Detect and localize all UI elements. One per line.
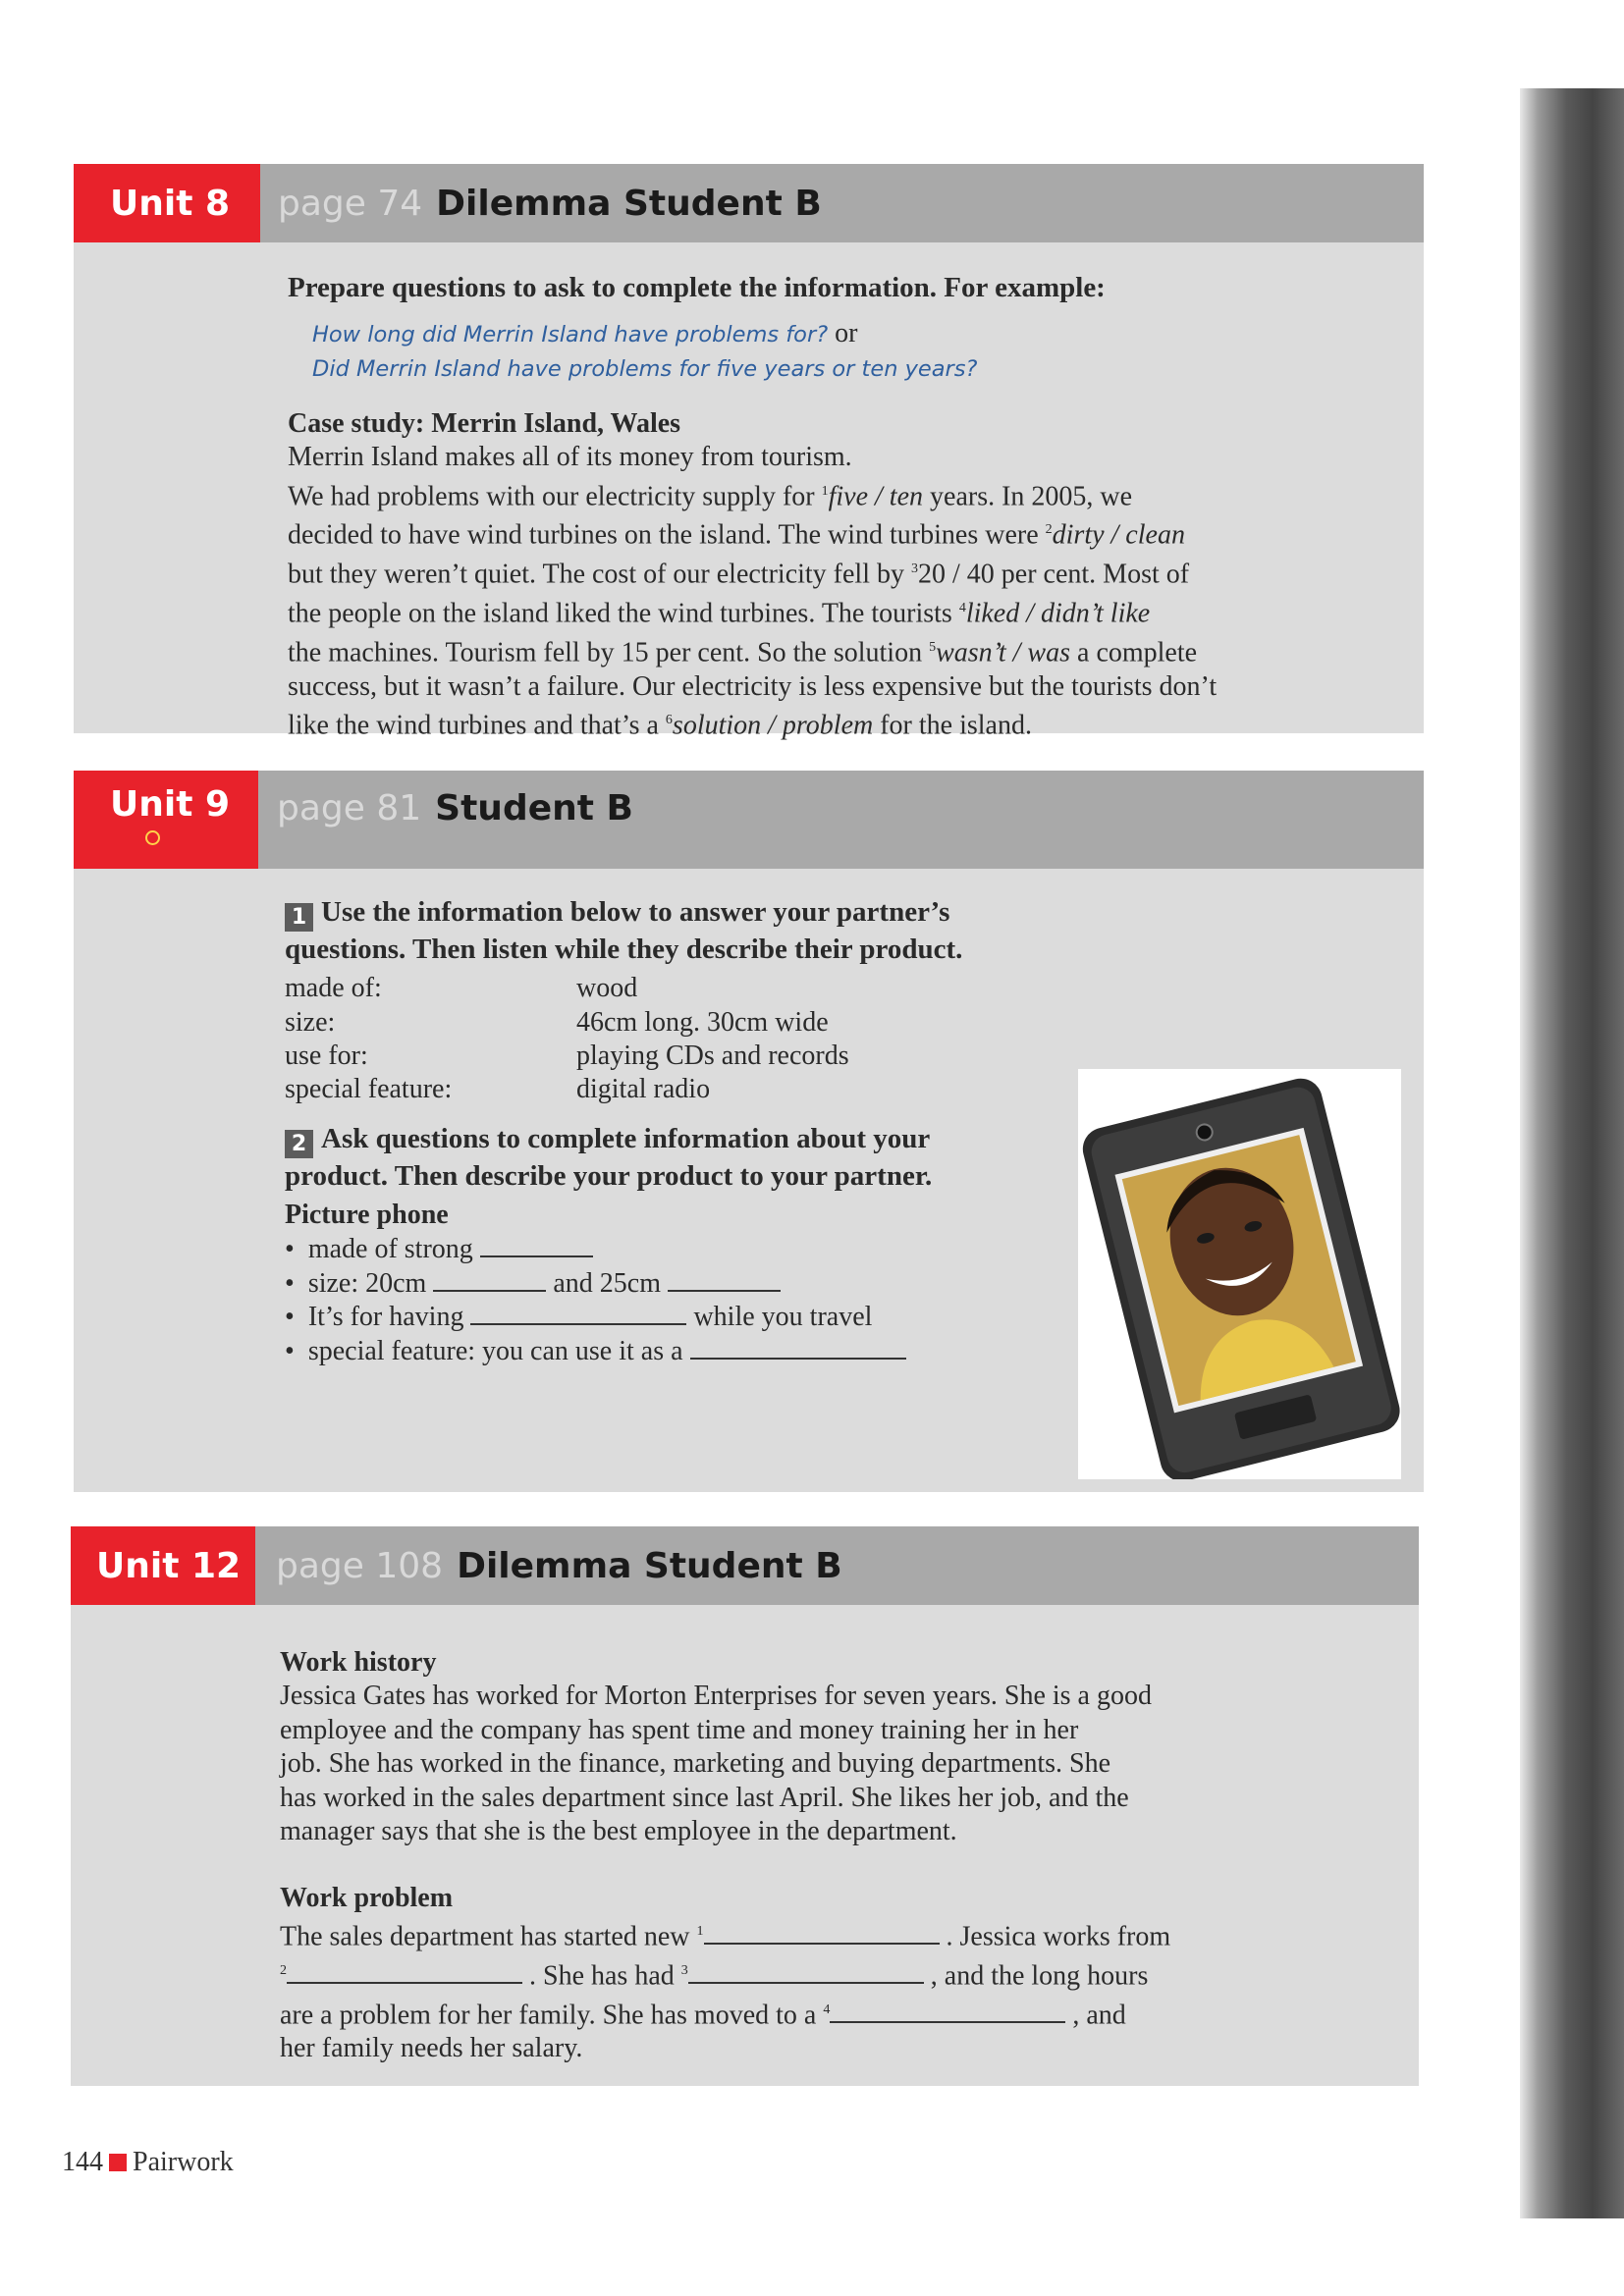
blank-1 (704, 1923, 940, 1945)
task-2-number: 2 (285, 1130, 313, 1158)
spec-value-use-for: playing CDs and records (576, 1041, 849, 1071)
unit-12-section (71, 1526, 1419, 2086)
spec-label-made-of: made of: (285, 973, 382, 1003)
bullet-size: • size: 20cm and 25cm (285, 1267, 906, 1302)
work-history-heading: Work history (280, 1647, 437, 1678)
unit-8-example-1: How long did Merrin Island have problems for? or (312, 318, 858, 348)
section-name: Pairwork (133, 2147, 234, 2177)
unit-8-heading (278, 164, 822, 242)
task-2-instruction: 2 Ask questions to complete information about your product. Then describe your product to your partner. (285, 1123, 933, 1192)
blank-2 (287, 1962, 522, 1984)
product-name: Picture phone (285, 1200, 449, 1230)
blank-purpose (470, 1304, 686, 1325)
work-history-text: Jessica Gates has worked for Morton Enterprises for seven years. She is a good employee and the company has spent time and money training her in her job. She has worked in the finance, marketing and buying departments. She has worked in the sales department since last April. She likes her job, and the manager says that she is the best employee in the department. (280, 1681, 1152, 1846)
unit-9-tab: Unit 9 (74, 771, 258, 869)
blank-feature (690, 1338, 906, 1360)
unit-8-section (74, 164, 1424, 741)
page-number: 144 (62, 2147, 103, 2177)
unit-8-tab: Unit 8 (74, 164, 260, 242)
spec-label-size: size: (285, 1007, 336, 1038)
or-word: or (835, 318, 858, 348)
unit-9-heading: page 81 Student B (277, 787, 633, 828)
blank-material (480, 1236, 593, 1257)
book-spine-shadow (1520, 88, 1624, 2218)
spec-label-use-for: use for: (285, 1041, 368, 1071)
blank-3 (688, 1962, 924, 1984)
page-footer (62, 2147, 234, 2178)
case-study-text: Merrin Island makes all of its money from tourism. We had problems with our electricity supply for $^1$five / ten years. In 2005, we decided to have wind turbines on the island. The wind turbines were $^2$dirty / clean but they weren’t quiet. The cost of our electricity fell by $^3$20 / 40 per cent. Most of the people on the island liked the wind turbines. The tourists $^4$liked / didn’t like the machines. Tourism fell by 15 per cent. So the solution $^5$wasn’t / was a complete success, but it wasn’t a failure. Our electricity is less expensive but the tourists don’t like the wind turbines and that’s a $^6$solution / problem for the island. (288, 442, 1218, 741)
unit-8-page-ref: page 74 (278, 183, 423, 224)
bullet-made-of: • made of strong (285, 1233, 906, 1267)
unit-12-tab: Unit 12 (71, 1526, 255, 1605)
bullet-purpose: • It’s for having while you travel (285, 1302, 873, 1332)
spec-value-made-of: wood (576, 973, 638, 1003)
picture-phone-illustration (1078, 1069, 1401, 1479)
blank-4 (830, 2002, 1065, 2023)
task-1-instruction: 1 Use the information below to answer your partner’s questions. Then listen while they describe their product. (285, 896, 963, 965)
work-problem-text: The sales department has started new $^1$ . Jessica works from $^2$ . She has had $^3$ , and the long hours are a problem for her family. She has moved to a $^4$ , and her family needs her salary. (280, 1921, 1171, 2064)
spec-label-special-feature: special feature: (285, 1074, 453, 1104)
unit-8-instruction: Prepare questions to ask to complete the information. For example: (288, 272, 1106, 303)
bullet-list (285, 1233, 906, 1368)
picture-phone-image (1078, 1069, 1401, 1479)
work-problem-heading: Work problem (280, 1883, 454, 1913)
red-square-icon (109, 2154, 127, 2171)
unit-8-title: Dilemma Student B (436, 183, 822, 224)
small-circle-icon (145, 830, 160, 845)
unit-12-heading: page 108 Dilemma Student B (276, 1545, 842, 1586)
spec-value-size: 46cm long. 30cm wide (576, 1007, 829, 1038)
bullet-special-feature: • special feature: you can use it as a (285, 1335, 906, 1369)
unit-8-example-2: Did Merrin Island have problems for five years or ten years? (312, 356, 978, 382)
blank-size-2 (668, 1270, 781, 1292)
case-study-heading: Case study: Merrin Island, Wales (288, 408, 681, 439)
spec-value-special-feature: digital radio (576, 1074, 711, 1104)
task-1-number: 1 (285, 903, 313, 932)
blank-size-1 (433, 1270, 546, 1292)
